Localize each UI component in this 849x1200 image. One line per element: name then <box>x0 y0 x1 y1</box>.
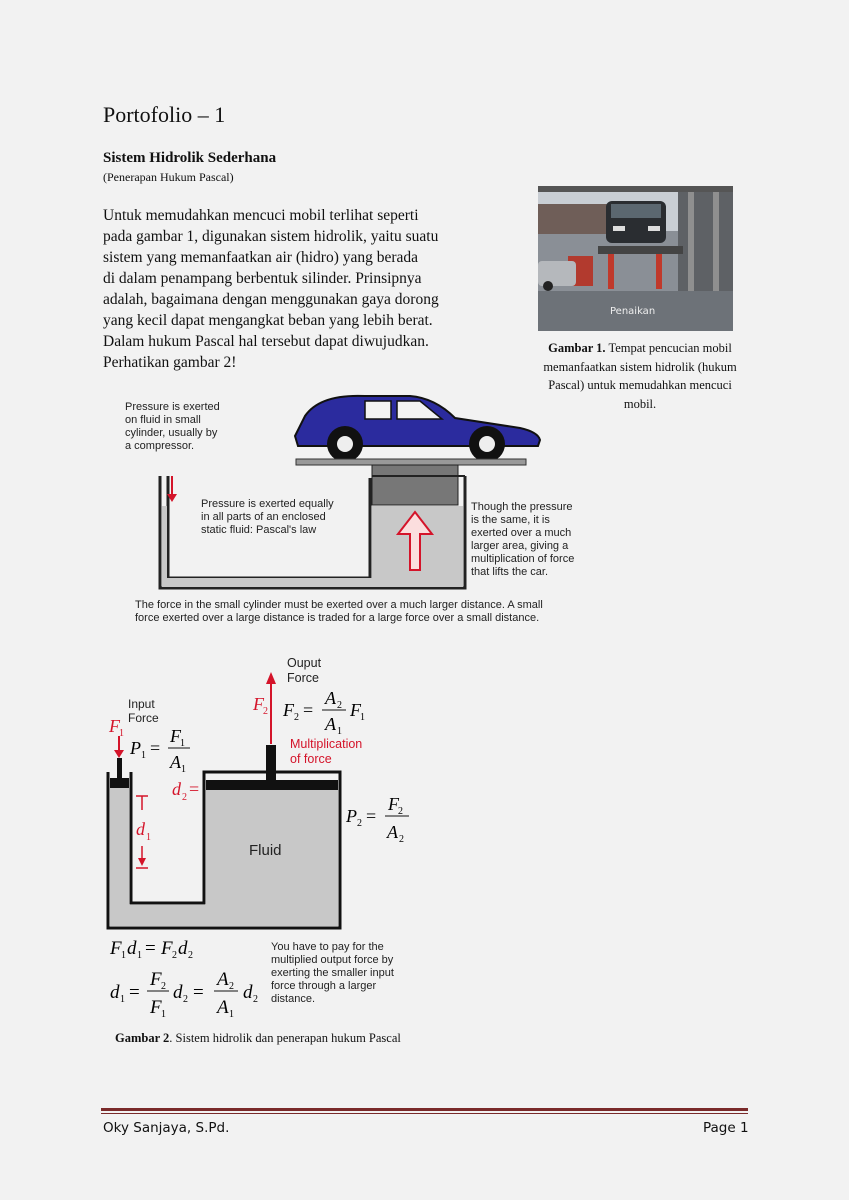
note-distance-tradeoff: The force in the small cylinder must be exerted over a much larger distance. A small force exerted over a large distance is traded for a large force over a small distance. <box>135 599 543 624</box>
svg-text:1: 1 <box>146 832 151 843</box>
svg-text:d: d <box>110 982 120 1003</box>
paragraph-line: Perhatikan gambar 2! <box>103 354 237 371</box>
input-force-label: Input Force <box>128 697 159 725</box>
piston-formula-diagram <box>100 650 430 940</box>
svg-text:1: 1 <box>120 994 125 1005</box>
svg-text:F: F <box>150 969 162 990</box>
paragraph-line: di dalam penampang berbentuk silinder. Prinsipnya <box>103 270 422 287</box>
svg-text:P: P <box>130 738 141 758</box>
svg-text:1: 1 <box>141 750 146 761</box>
car-wash-photo <box>538 186 733 331</box>
section-subtitle: (Penerapan Hukum Pascal) <box>103 170 234 184</box>
svg-text:A: A <box>170 752 181 772</box>
multiplication-label: Multiplication of force <box>290 737 363 766</box>
figure-2-caption <box>115 1031 401 1046</box>
intro-paragraph <box>103 205 493 373</box>
svg-text:F: F <box>283 700 294 720</box>
figure-2-label: Gambar 2 <box>115 1031 170 1045</box>
footer-page-number: Page 1 <box>703 1120 749 1136</box>
svg-text:1: 1 <box>161 1009 166 1020</box>
distance-equations <box>105 930 275 1025</box>
footer-rule-thin <box>101 1113 748 1114</box>
fluid-label: Fluid <box>249 842 282 859</box>
paragraph-line: adalah, bagaimana dengan menggunakan gaya dorong <box>103 291 439 308</box>
svg-text:1: 1 <box>121 950 126 961</box>
svg-text:=: = <box>303 700 314 720</box>
svg-text:d: d <box>127 938 137 959</box>
page-title: Portofolio – 1 <box>103 102 226 127</box>
paragraph-line: yang kecil dapat mengangkat beban yang lebih berat. <box>103 312 433 329</box>
svg-text:d: d <box>173 982 183 1003</box>
paragraph-line: pada gambar 1, digunakan sistem hidrolik, yaitu suatu <box>103 228 439 245</box>
svg-text:2: 2 <box>253 994 258 1005</box>
svg-text:F: F <box>388 794 399 814</box>
footer-rule <box>101 1108 748 1111</box>
svg-text:2: 2 <box>357 818 362 829</box>
paragraph-line: Untuk memudahkan mencuci mobil terlihat seperti <box>103 207 419 224</box>
svg-text:2: 2 <box>263 706 268 717</box>
svg-text:=: = <box>129 982 140 1003</box>
p2-formula <box>345 794 409 845</box>
svg-text:2: 2 <box>188 950 193 961</box>
svg-text:P: P <box>346 806 357 826</box>
svg-text:2: 2 <box>398 806 403 817</box>
note-small-cylinder: Pressure is exerted on fluid in small cylinder, usually by a compressor. <box>125 401 220 452</box>
photo-watermark: Penaikan <box>610 306 656 317</box>
f2-formula <box>252 688 365 737</box>
d1-label: d <box>136 819 145 839</box>
svg-text:2: 2 <box>183 994 188 1005</box>
d2-label: d <box>172 779 181 799</box>
svg-text:A: A <box>325 688 336 708</box>
svg-text:=: = <box>189 779 200 799</box>
svg-text:=: = <box>145 938 156 959</box>
note-pascal-law: Pressure is exerted equally in all parts of an enclosed static fluid: Pascal's law <box>201 498 334 536</box>
figure-2-text: . Sistem hidrolik dan penerapan hukum Pascal <box>169 1031 401 1045</box>
output-force-label: Ouput Force <box>287 656 322 685</box>
svg-text:A: A <box>325 714 336 734</box>
svg-text:A: A <box>217 997 229 1018</box>
figure-1-text: Tempat pencucian mobil memanfaatkan sistem hidrolik (hukum Pascal) untuk memudahkan mencuci mobil. <box>543 341 737 411</box>
svg-text:=: = <box>150 738 161 758</box>
svg-text:F: F <box>161 938 173 959</box>
svg-text:d: d <box>243 982 253 1003</box>
car-illustration <box>295 396 540 462</box>
paragraph-line: sistem yang memanfaatkan air (hidro) yang berada <box>103 249 419 266</box>
note-pay-for-output: You have to pay for the multiplied output force by exerting the smaller input force through a larger distance. <box>271 941 394 1005</box>
p1-formula <box>129 726 190 775</box>
svg-text:F: F <box>253 694 264 714</box>
svg-text:2: 2 <box>182 792 187 803</box>
svg-text:2: 2 <box>294 712 299 723</box>
section-title: Sistem Hidrolik Sederhana <box>103 150 277 166</box>
svg-text:2: 2 <box>161 981 166 992</box>
footer-author: Oky Sanjaya, S.Pd. <box>103 1120 230 1136</box>
svg-text:2: 2 <box>337 700 342 711</box>
paragraph-line: Dalam hukum Pascal hal tersebut dapat diwujudkan. <box>103 333 429 350</box>
f1-label: F <box>109 716 120 736</box>
svg-text:F: F <box>350 700 361 720</box>
svg-text:A: A <box>217 969 229 990</box>
svg-text:d: d <box>178 938 188 959</box>
svg-text:1: 1 <box>180 738 185 749</box>
svg-text:1: 1 <box>137 950 142 961</box>
svg-text:1: 1 <box>181 764 186 775</box>
svg-text:2: 2 <box>399 834 404 845</box>
svg-text:=: = <box>193 982 204 1003</box>
svg-text:F: F <box>170 726 181 746</box>
note-force-multiplication: Though the pressure is the same, it is exerted over a much larger area, giving a multiplication of force that lifts the car. <box>471 501 575 578</box>
svg-text:2: 2 <box>172 950 177 961</box>
svg-text:1: 1 <box>229 1009 234 1020</box>
svg-text:F: F <box>150 997 162 1018</box>
svg-text:A: A <box>387 822 398 842</box>
svg-text:1: 1 <box>360 712 365 723</box>
svg-text:2: 2 <box>229 981 234 992</box>
svg-text:1: 1 <box>119 728 124 739</box>
svg-text:=: = <box>366 806 377 826</box>
svg-text:1: 1 <box>337 726 342 737</box>
figure-1-label: Gambar 1. <box>548 341 606 355</box>
svg-text:F: F <box>110 938 122 959</box>
